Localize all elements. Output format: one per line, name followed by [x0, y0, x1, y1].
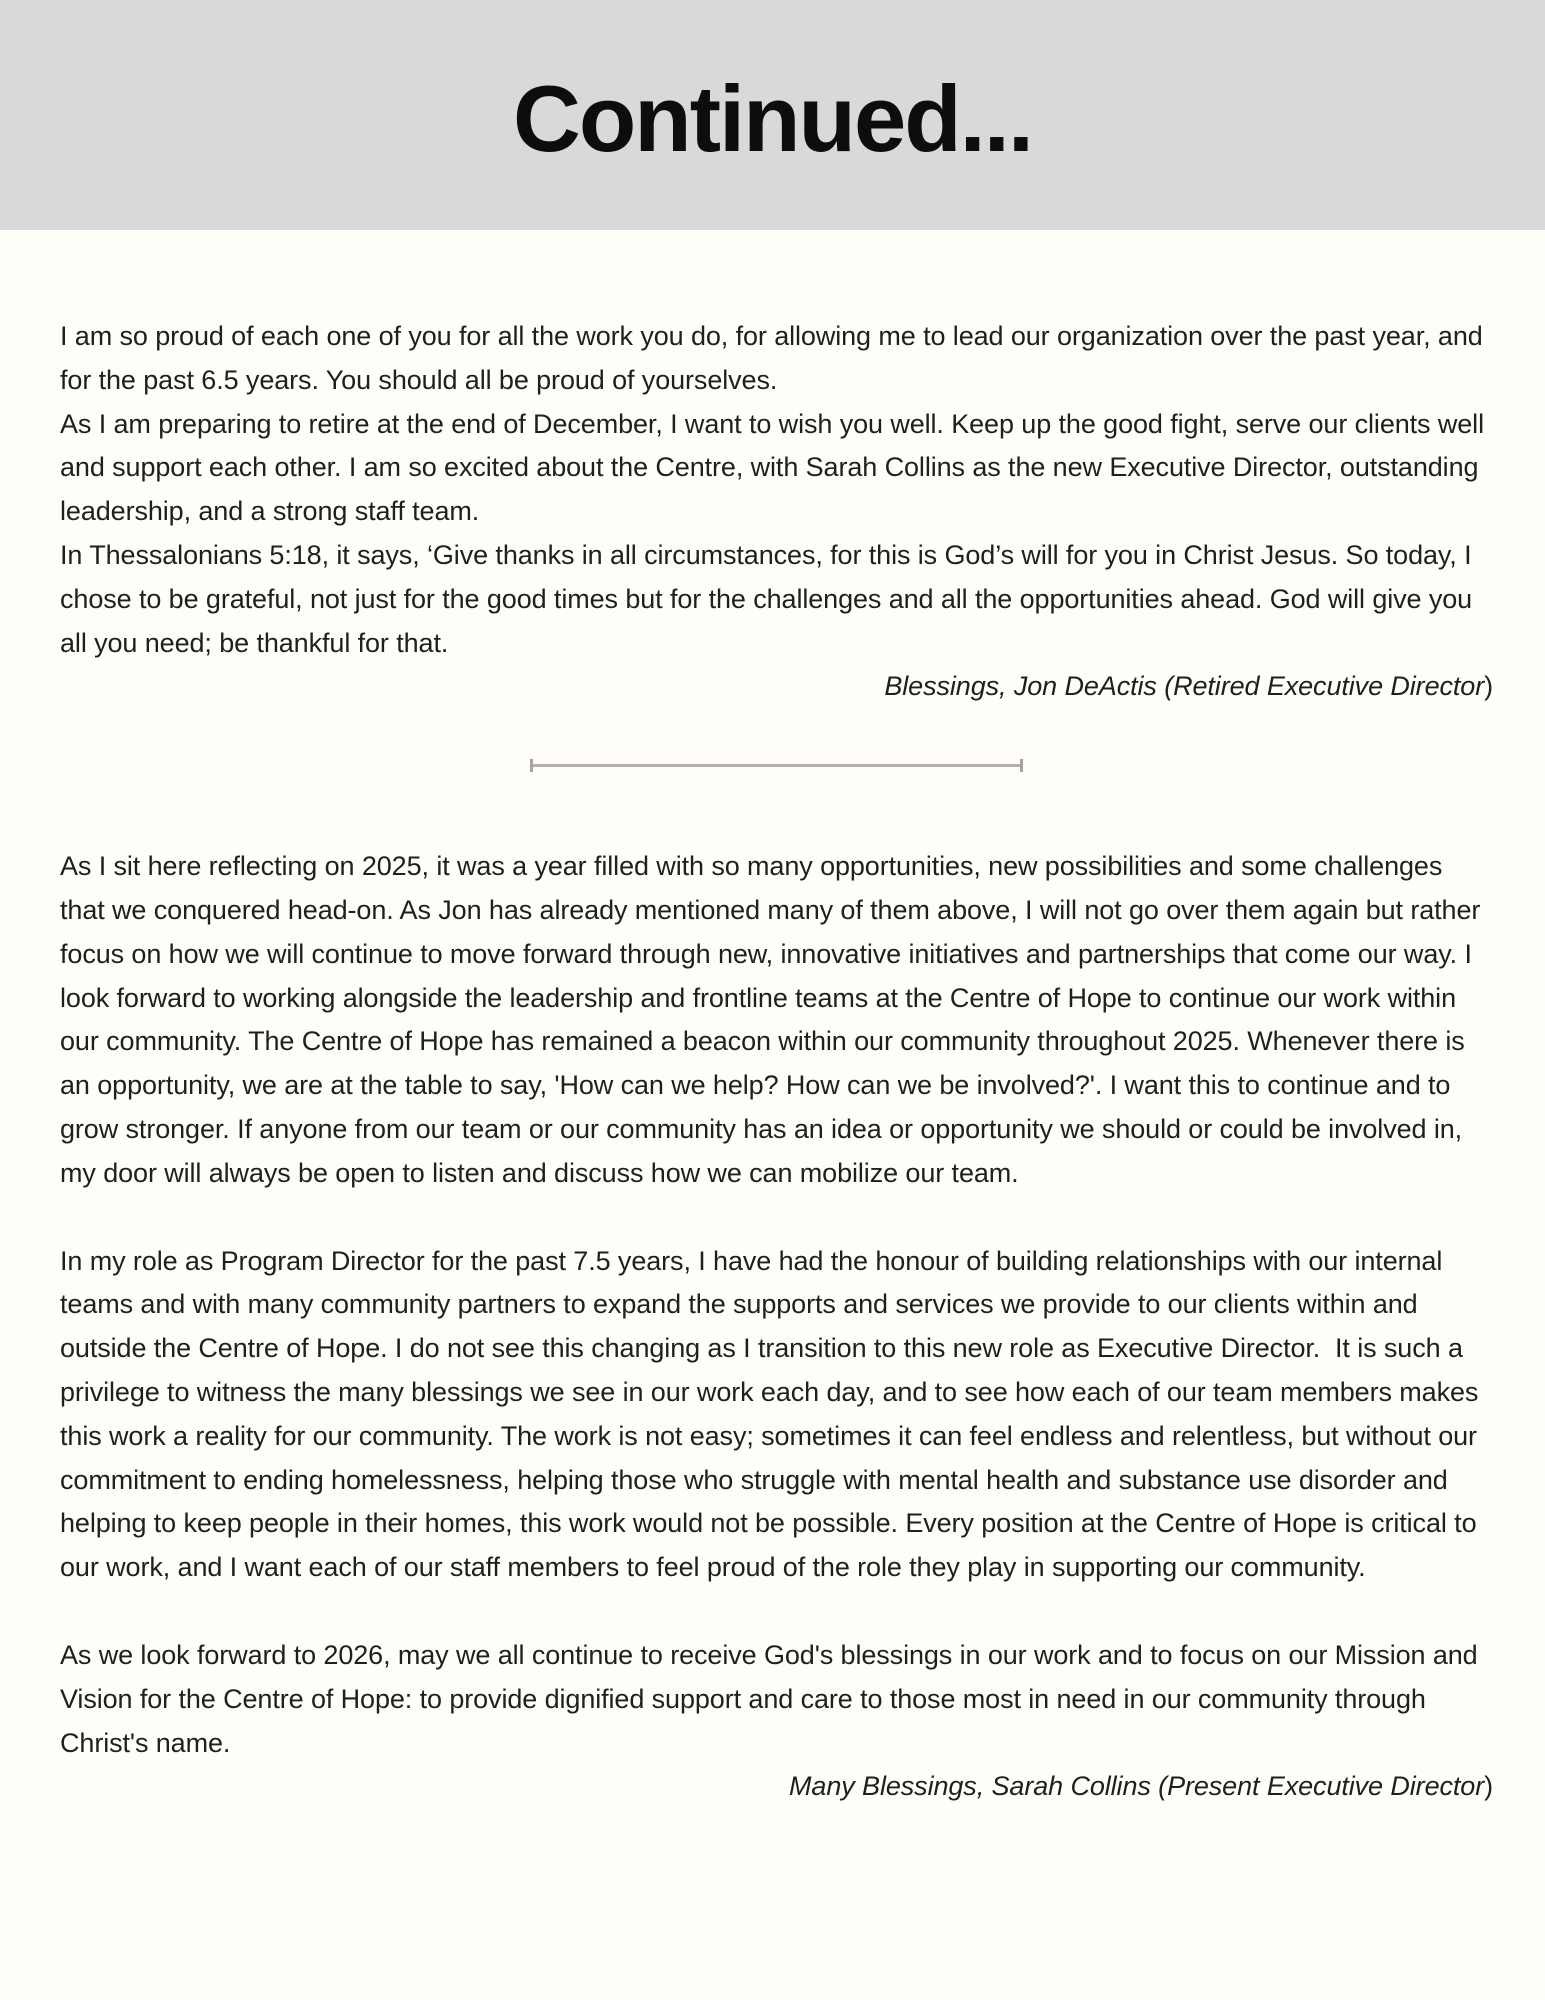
- divider-endcap-right: [1020, 759, 1023, 772]
- page-title: Continued...: [512, 66, 1033, 171]
- letter-jon-paragraph-2: As I am preparing to retire at the end of December, I want to wish you well. Keep up the good fight, serve our clients well and support each other. I am so excited about the Centre, with Sarah Collins as the new Executive Director, outstanding leadership, and a strong staff team.: [60, 408, 1492, 527]
- section-divider: [530, 759, 1023, 772]
- signature-closing-paren: ): [1484, 671, 1493, 702]
- signature-text: Many Blessings, Sarah Collins (Present Executive Director: [789, 1771, 1485, 1802]
- letter-sarah: [60, 845, 1493, 1809]
- letter-jon-paragraph-1: I am so proud of each one of you for all the work you do, for allowing me to lead our organization over the past year, and for the past 6.5 years. You should all be proud of yourselves.: [60, 321, 1491, 395]
- letter-jon-signature: [60, 665, 1493, 709]
- divider-line: [533, 764, 1020, 767]
- page-header: [0, 0, 1545, 230]
- letter-sarah-paragraph-3: As we look forward to 2026, may we all continue to receive God's blessings in our work and to focus on our Mission and Vision for the Centre of Hope: to provide dignified support and care to those most in need in our community through Christ's name.: [60, 1639, 1485, 1758]
- letter-sarah-paragraph-1: As I sit here reflecting on 2025, it was a year filled with so many opportunities, new possibilities and some challenges that we conquered head-on. As Jon has already mentioned many of them above, I will not go over them again but rather focus on how we will continue to move forward through new, innovative initiatives and partnerships that come our way. I look forward to working alongside the leadership and frontline teams at the Centre of Hope to continue our work within our community. The Centre of Hope has remained a beacon within our community throughout 2025. Whenever there is an opportunity, we are at the table to say, 'How can we help? How can we be involved?'. I want this to continue and to grow stronger. If anyone from our team or our community has an idea or opportunity we should or could be involved in, my door will always be open to listen and discuss how we can mobilize our team.: [60, 851, 1488, 1188]
- page-body: [0, 230, 1545, 1809]
- signature-text: Blessings, Jon DeActis (Retired Executive Director: [884, 671, 1485, 702]
- letter-jon-paragraph-3: In Thessalonians 5:18, it says, ‘Give thanks in all circumstances, for this is God’s will for you in Christ Jesus. So today, I chose to be grateful, not just for the good times but for the challenges and all the opportunities ahead. God will give you all you need; be thankful for that.: [60, 539, 1480, 658]
- signature-closing-paren: ): [1484, 1771, 1493, 1802]
- letter-jon: [60, 315, 1493, 709]
- letter-sarah-paragraph-2: In my role as Program Director for the past 7.5 years, I have had the honour of building relationships with our internal teams and with many community partners to expand the supports and services we provide to our clients within and outside the Centre of Hope. I do not see this changing as I transition to this new role as Executive Director. It is such a privilege to witness the many blessings we see in our work each day, and to see how each of our team members makes this work a reality for our community. The work is not easy; sometimes it can feel endless and relentless, but without our commitment to ending homelessness, helping those who struggle with mental health and substance use disorder and helping to keep people in their homes, this work would not be possible. Every position at the Centre of Hope is critical to our work, and I want each of our staff members to feel proud of the role they play in supporting our community.: [60, 1245, 1486, 1583]
- letter-sarah-signature: [60, 1765, 1493, 1809]
